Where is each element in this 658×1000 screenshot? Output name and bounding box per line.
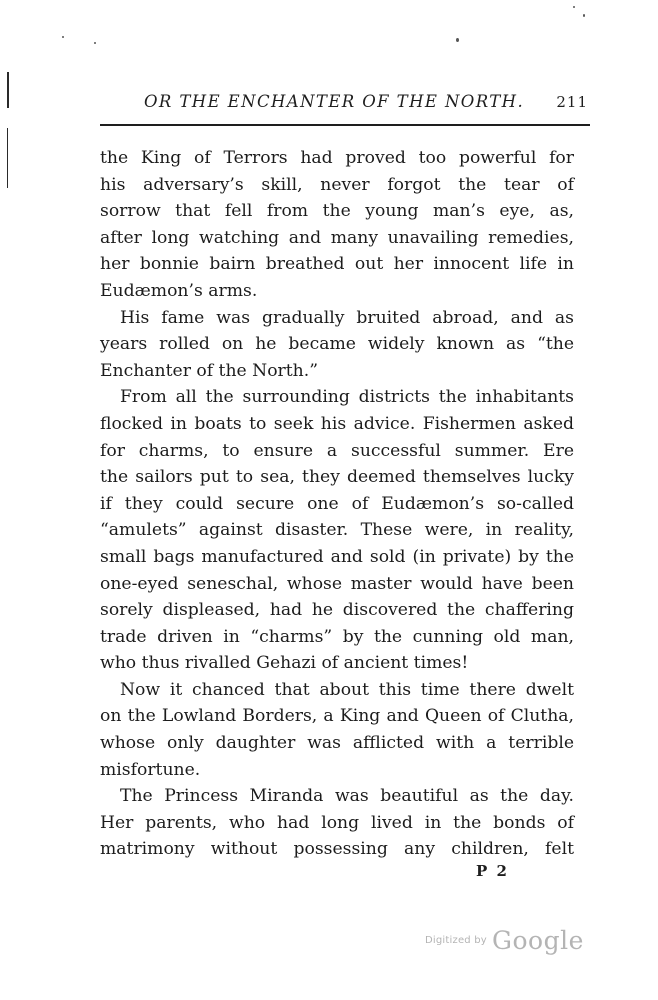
running-head — [100, 90, 588, 118]
scan-speck — [456, 38, 459, 42]
watermark-brand: Google — [492, 926, 584, 955]
text-line: years rolled on he became widely known as “the — [100, 334, 574, 355]
text-line: sorrow that fell from the young man’s eye, as, — [100, 201, 574, 222]
scan-speck — [94, 42, 96, 44]
text-line: whose only daughter was afflicted with a terrible — [100, 733, 574, 754]
text-line: His fame was gradually bruited abroad, and as — [120, 307, 574, 328]
running-title: OR THE ENCHANTER OF THE NORTH. — [144, 92, 525, 111]
text-line: misfortune. — [100, 759, 201, 780]
text-line: small bags manufactured and sold (in private) by the — [100, 546, 574, 567]
scan-speck — [583, 14, 585, 17]
page-number: 211 — [556, 93, 588, 111]
text-line: his adversary’s skill, never forgot the tear of — [100, 174, 574, 195]
text-line: Her parents, who had long lived in the bonds of — [100, 812, 574, 833]
text-line: flocked in boats to seek his advice. Fishermen asked — [100, 413, 574, 434]
text-line: after long watching and many unavailing remedies, — [100, 227, 574, 248]
text-line: if they could secure one of Eudæmon’s so-called — [100, 493, 574, 514]
text-line: Now it chanced that about this time there dwelt — [120, 679, 574, 700]
text-line: Enchanter of the North.” — [100, 360, 318, 381]
text-line: matrimony without possessing any children, felt — [100, 839, 574, 860]
text-line: who thus rivalled Gehazi of ancient times! — [100, 653, 469, 674]
scan-edge-mark — [7, 128, 8, 188]
text-line: trade driven in “charms” by the cunning old man, — [100, 626, 574, 647]
header-rule — [100, 124, 590, 126]
signature-mark: P 2 — [476, 862, 509, 880]
digitized-watermark — [425, 926, 584, 955]
text-line: the sailors put to sea, they deemed themselves lucky — [100, 467, 574, 488]
text-line: on the Lowland Borders, a King and Queen of Clutha, — [100, 706, 574, 727]
text-line: “amulets” against disaster. These were, in reality, — [100, 520, 574, 541]
scan-speck — [62, 36, 64, 38]
text-line: her bonnie bairn breathed out her innocent life in — [100, 254, 574, 275]
text-line: The Princess Miranda was beautiful as the day. — [120, 786, 574, 807]
scan-speck — [573, 6, 575, 8]
text-line: From all the surrounding districts the inhabitants — [120, 387, 574, 408]
text-line: the King of Terrors had proved too powerful for — [100, 148, 574, 168]
text-line: for charms, to ensure a successful summer. Ere — [100, 440, 574, 461]
text-line: sorely displeased, had he discovered the chaffering — [100, 600, 574, 621]
scan-edge-mark — [7, 72, 9, 108]
text-line: one-eyed seneschal, whose master would have been — [100, 573, 574, 594]
body-text — [100, 145, 574, 863]
text-line: Eudæmon’s arms. — [100, 280, 258, 301]
watermark-prefix: Digitized by — [425, 935, 487, 946]
